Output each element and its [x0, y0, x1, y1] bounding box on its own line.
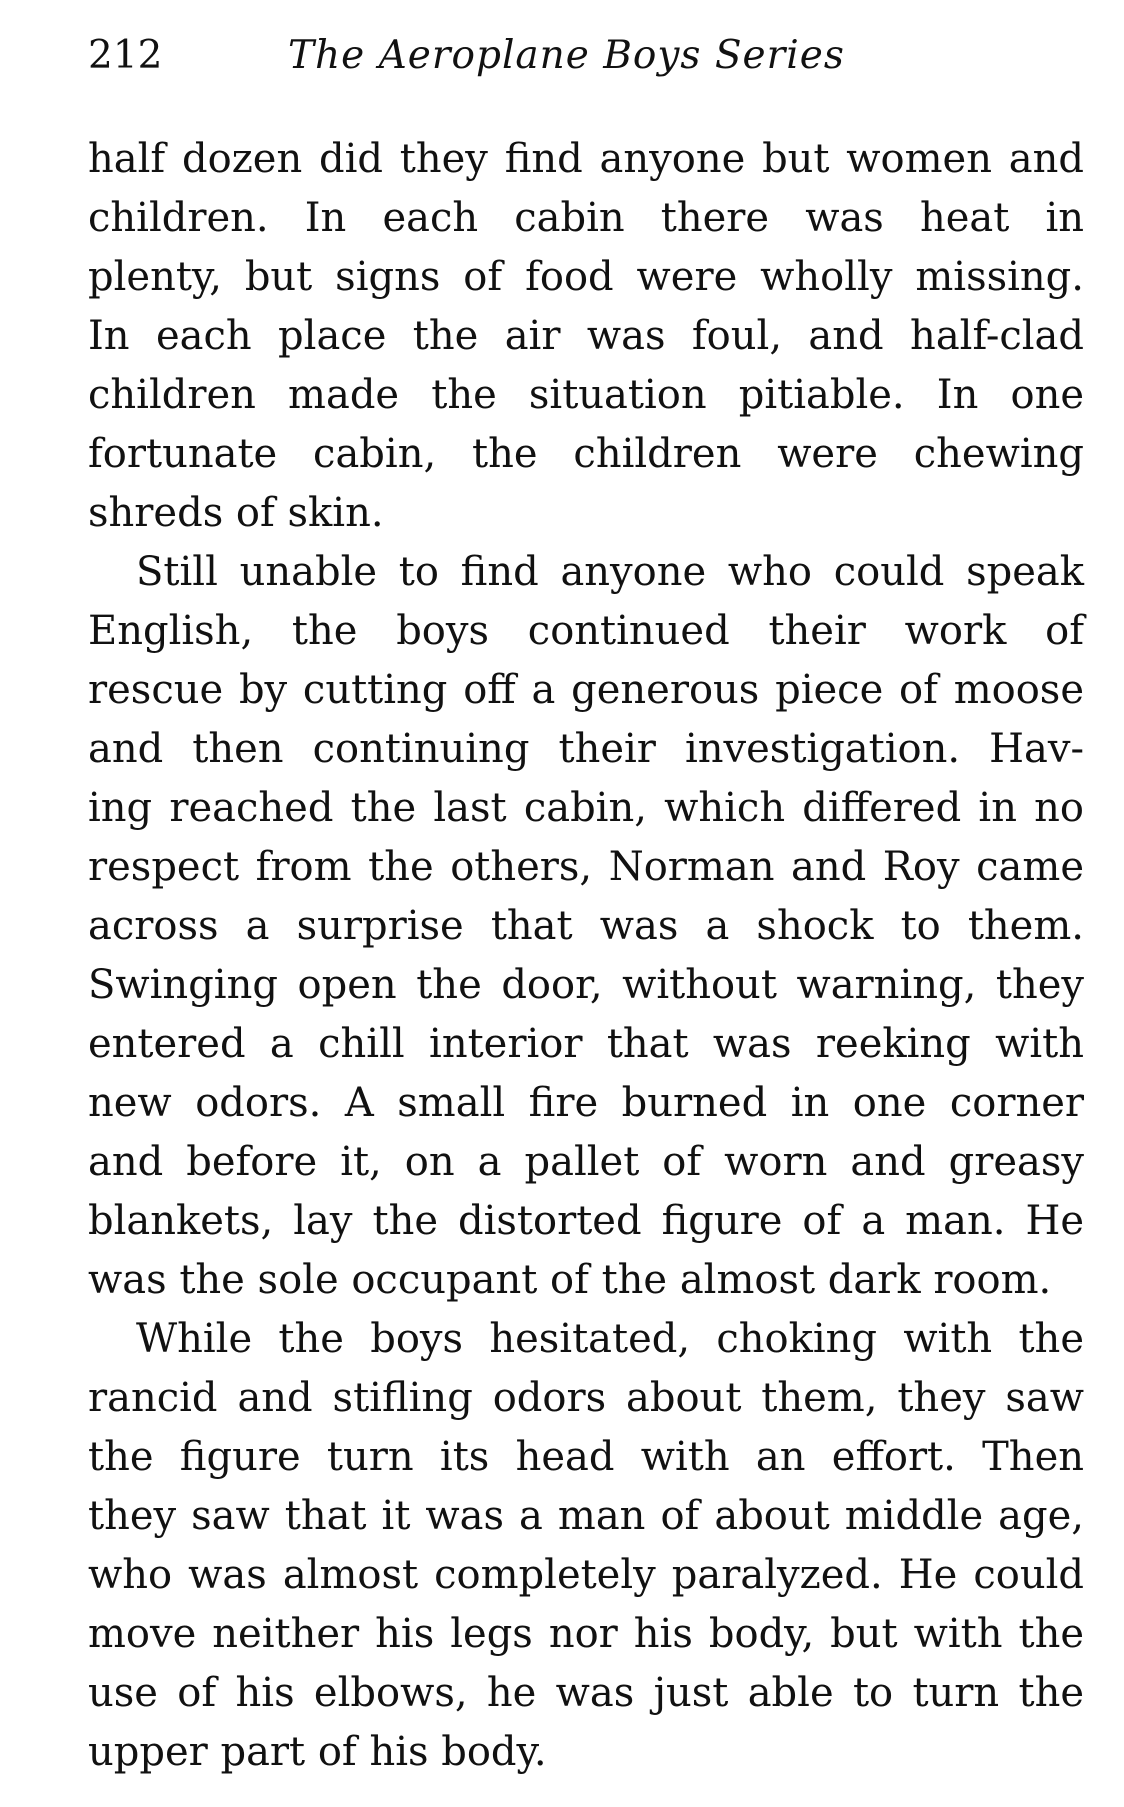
text-line: entered a chill interior that was reeking with [88, 1021, 1084, 1067]
text-line: respect from the others, Norman and Roy came [88, 844, 1084, 890]
text-line: use of his elbows, he was just able to turn the [88, 1670, 1084, 1716]
page-number: 212 [88, 33, 163, 78]
text-line: fortunate cabin, the children were chewing [88, 431, 1084, 477]
running-head [88, 28, 1088, 84]
text-line: English, the boys continued their work of [88, 608, 1084, 654]
text-line: rancid and stifling odors about them, they saw [88, 1375, 1084, 1421]
text-line: children made the situation pitiable. In one [88, 372, 1084, 418]
text-line: In each place the air was foul, and half-clad [88, 313, 1084, 359]
text-line: rescue by cutting off a generous piece of moose [88, 667, 1084, 713]
text-line: children. In each cabin there was heat in [88, 195, 1084, 241]
text-line: and before it, on a pallet of worn and greasy [88, 1139, 1084, 1185]
text-line: While the boys hesitated, choking with the [136, 1316, 1084, 1362]
text-line: move neither his legs nor his body, but with the [88, 1611, 1084, 1657]
text-line: was the sole occupant of the almost dark room. [88, 1257, 1052, 1303]
text-line: the figure turn its head with an effort. Then [88, 1434, 1084, 1480]
text-line: shreds of skin. [88, 490, 384, 536]
text-line: across a surprise that was a shock to them. [88, 903, 1084, 949]
text-line: half dozen did they find anyone but women and [88, 136, 1084, 182]
text-line: who was almost completely paralyzed. He could [88, 1552, 1084, 1598]
text-line: new odors. A small fire burned in one corner [88, 1080, 1084, 1126]
body-text [88, 130, 1084, 1782]
text-line: plenty, but signs of food were wholly missing. [88, 254, 1084, 300]
text-line: ing reached the last cabin, which differed in no [88, 785, 1084, 831]
text-line: blankets, lay the distorted figure of a man. He [88, 1198, 1084, 1244]
text-line: Swinging open the door, without warning, they [88, 962, 1084, 1008]
text-line: Still unable to find anyone who could speak [136, 549, 1084, 595]
text-line: upper part of his body. [88, 1729, 547, 1775]
text-line: they saw that it was a man of about middle age, [88, 1493, 1084, 1539]
text-line: and then continuing their investigation. Hav- [88, 726, 1084, 772]
running-title: The Aeroplane Boys Series [288, 33, 845, 78]
